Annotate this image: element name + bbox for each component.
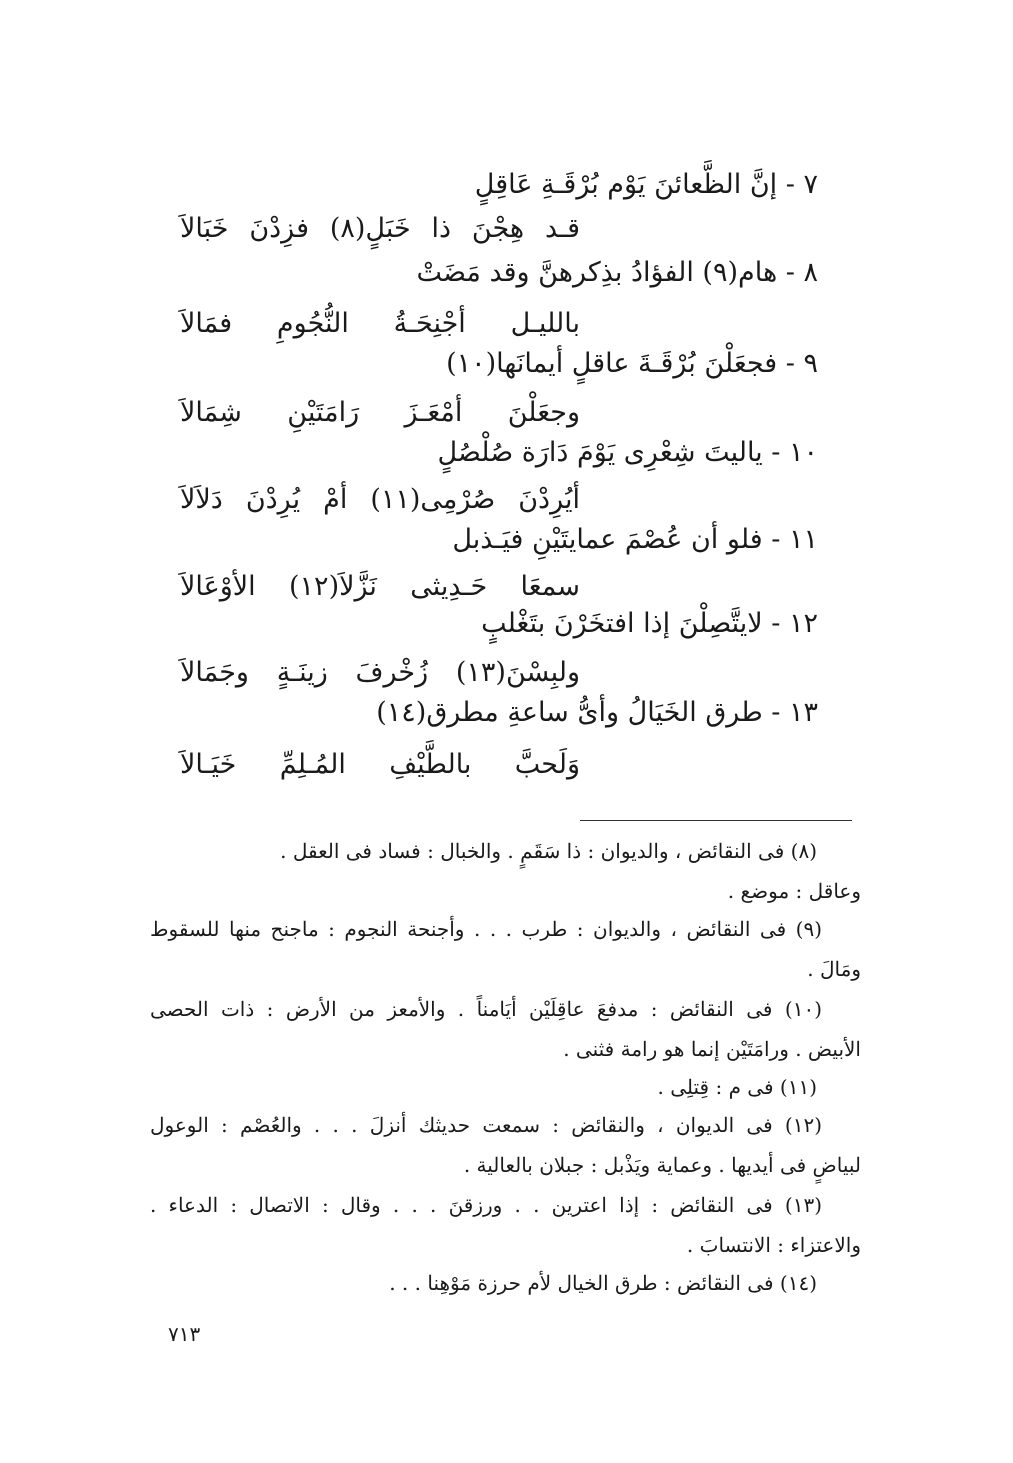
verse-8-first-hemistich: ٨ - هام(٩) الفؤادُ بذِكرهنَّ وقد مَضَتْ bbox=[416, 257, 818, 288]
footnote-10-line-1: (١٠) فى النقائض : مدفعَ عاقِلَيْن أيَامناً . والأمعز من الأرض : ذات الحصى bbox=[150, 997, 822, 1021]
verse-13-second-hemistich: وَلَحبَّ بالطَّيْفِ المُـلِمِّ خَيَـالاَ bbox=[180, 749, 580, 780]
footnote-13-line-1: (١٣) فى النقائض : إذا اعترين . . ورزقنَ . . . وقال : الاتصال : الدعاء . bbox=[150, 1193, 822, 1217]
verse-12-second-hemistich: ولبِسْنَ(١٣) زُخْرفَ زينَـةٍ وجَمَالاَ bbox=[180, 657, 580, 688]
footnote-12-line-2: لبياضٍ فى أيديها . وعماية ويَذْبل : جبلان بالعالية . bbox=[463, 1153, 861, 1177]
verse-7-first-hemistich: ٧ - إنَّ الظَّعائنَ يَوْم بُرْقَـةِ عَاقِلٍ bbox=[474, 169, 818, 200]
footnote-8-line-1: (٨) فى النقائض ، والديوان : ذا سَقَمٍ . والخبال : فساد فى العقل . bbox=[280, 839, 817, 863]
verse-9-second-hemistich: وجعَلْنَ أمْعَـزَ رَامَتَيْنِ شِمَالاَ bbox=[180, 397, 580, 428]
verse-10-first-hemistich: ١٠ - ياليتَ شِعْرِى يَوْمَ دَارَة صُلْصُلٍ bbox=[437, 437, 818, 468]
footnote-separator bbox=[580, 820, 852, 821]
verse-10-second-hemistich: أيُرِدْنَ صُرْمِى(١١) أمْ يُرِدْنَ دَلاَلاَ bbox=[180, 484, 580, 515]
footnote-14-line-1: (١٤) فى النقائض : طرق الخيال لأم حرزة مَوْهِنا . . . bbox=[389, 1271, 817, 1295]
page-number: ٧١٣ bbox=[168, 1322, 201, 1346]
verse-9-first-hemistich: ٩ - فجعَلْنَ بُرْقَـةَ عاقلٍ أيمانَها(١٠) bbox=[446, 348, 818, 379]
footnote-10-line-2: الأبيض . ورامَتَيْن إنما هو رامة فثنى . bbox=[563, 1037, 861, 1061]
footnote-9-line-2: ومَالَ . bbox=[807, 957, 861, 981]
footnote-11-line-1: (١١) فى م : قِتلِى . bbox=[657, 1075, 817, 1099]
footnote-9-line-1: (٩) فى النقائض ، والديوان : طرب . . . وأجنحة النجوم : ماجنح منها للسقوط bbox=[150, 917, 822, 941]
verse-7-second-hemistich: قـد هِجْنَ ذا خَبَلٍ(٨) فزِدْنَ خَبَالاَ bbox=[180, 213, 580, 244]
verse-8-second-hemistich: بالليـل أجْنِحَـةُ النُّجُومِ فمَالاَ bbox=[180, 308, 580, 339]
footnote-8-line-2: وعاقل : موضع . bbox=[727, 879, 861, 903]
verse-13-first-hemistich: ١٣ - طرق الخَيَالُ وأىُّ ساعةِ مطرق(١٤) bbox=[376, 697, 818, 728]
footnote-13-line-2: والاعتزاء : الانتسابَ . bbox=[686, 1233, 861, 1257]
verse-11-first-hemistich: ١١ - فلو أن عُصْمَ عمايتَيْنِ فيَـذبل bbox=[452, 524, 818, 555]
verse-11-second-hemistich: سمعَا حَـدِيثى نَزَّلاَ(١٢) الأوْعَالاَ bbox=[180, 571, 580, 602]
footnote-12-line-1: (١٢) فى الديوان ، والنقائض : سمعت حديثك أنزلَ . . . والعُصْم : الوعول bbox=[150, 1113, 822, 1137]
verse-12-first-hemistich: ١٢ - لايتَّصِلْنَ إذا افتخَرْنَ بتَغْلبٍ bbox=[481, 608, 818, 639]
